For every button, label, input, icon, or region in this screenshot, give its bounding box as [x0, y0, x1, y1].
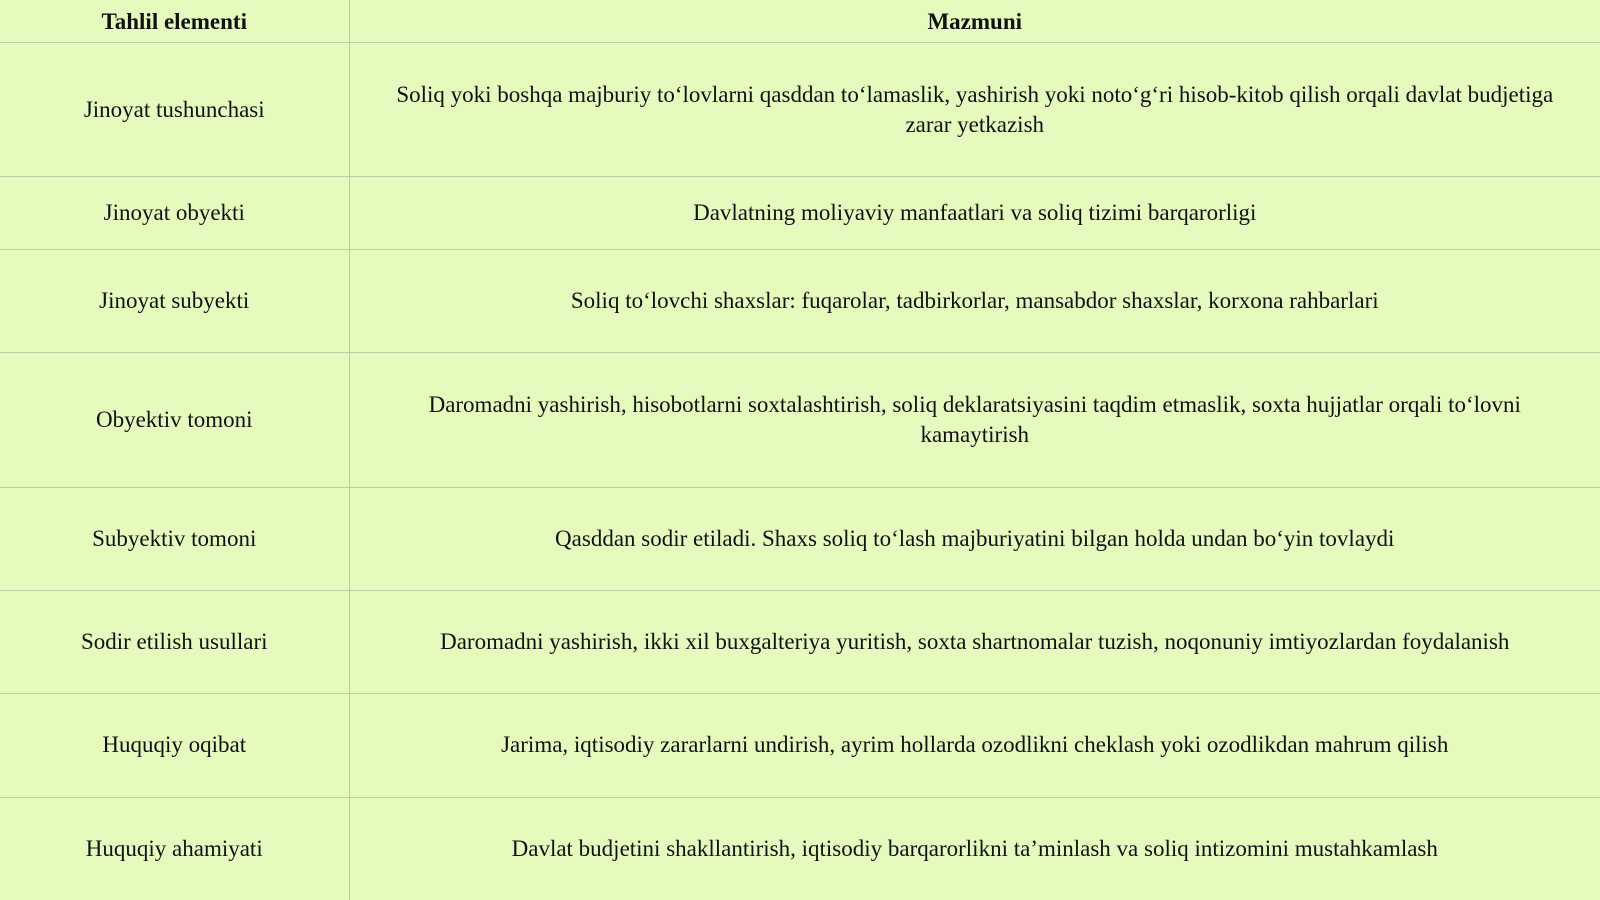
row-element-cell: Huquqiy ahamiyati: [0, 797, 349, 900]
row-element-cell: Jinoyat obyekti: [0, 177, 349, 249]
row-content-cell: Soliq yoki boshqa majburiy to‘lovlarni qasddan to‘lamaslik, yashirish yoki noto‘g‘ri hisob-kitob qilish orqali davlat budjetiga zarar yetkazish: [349, 43, 1600, 177]
row-content-cell: Qasddan sodir etiladi. Shaxs soliq to‘lash majburiyatini bilgan holda undan bo‘yin tovlaydi: [349, 487, 1600, 590]
table-row: [0, 177, 1600, 249]
row-element-cell: Jinoyat subyekti: [0, 249, 349, 352]
row-content-cell: Davlatning moliyaviy manfaatlari va soliq tizimi barqarorligi: [349, 177, 1600, 249]
table-row: [0, 43, 1600, 177]
table-row: [0, 487, 1600, 590]
table-row: [0, 590, 1600, 693]
table-row: [0, 353, 1600, 487]
row-content-cell: Jarima, iqtisodiy zararlarni undirish, ayrim hollarda ozodlikni cheklash yoki ozodlikdan mahrum qilish: [349, 694, 1600, 797]
header-content: Mazmuni: [349, 0, 1600, 43]
row-content-cell: Soliq to‘lovchi shaxslar: fuqarolar, tadbirkorlar, mansabdor shaxslar, korxona rahbarlari: [349, 249, 1600, 352]
row-element-cell: Subyektiv tomoni: [0, 487, 349, 590]
row-content-cell: Davlat budjetini shakllantirish, iqtisodiy barqarorlikni ta’minlash va soliq intizomini mustahkamlash: [349, 797, 1600, 900]
table-row: [0, 797, 1600, 900]
row-element-cell: Sodir etilish usullari: [0, 590, 349, 693]
table-row: [0, 249, 1600, 352]
table-header-row: [0, 0, 1600, 43]
row-element-cell: Jinoyat tushunchasi: [0, 43, 349, 177]
row-element-cell: Huquqiy oqibat: [0, 694, 349, 797]
table-row: [0, 694, 1600, 797]
header-analysis-element: Tahlil elementi: [0, 0, 349, 43]
row-content-cell: Daromadni yashirish, hisobotlarni soxtalashtirish, soliq deklaratsiyasini taqdim etmaslik, soxta hujjatlar orqali to‘lovni kamaytirish: [349, 353, 1600, 487]
row-element-cell: Obyektiv tomoni: [0, 353, 349, 487]
row-content-cell: Daromadni yashirish, ikki xil buxgalteriya yuritish, soxta shartnomalar tuzish, noqonuniy imtiyozlardan foydalanish: [349, 590, 1600, 693]
